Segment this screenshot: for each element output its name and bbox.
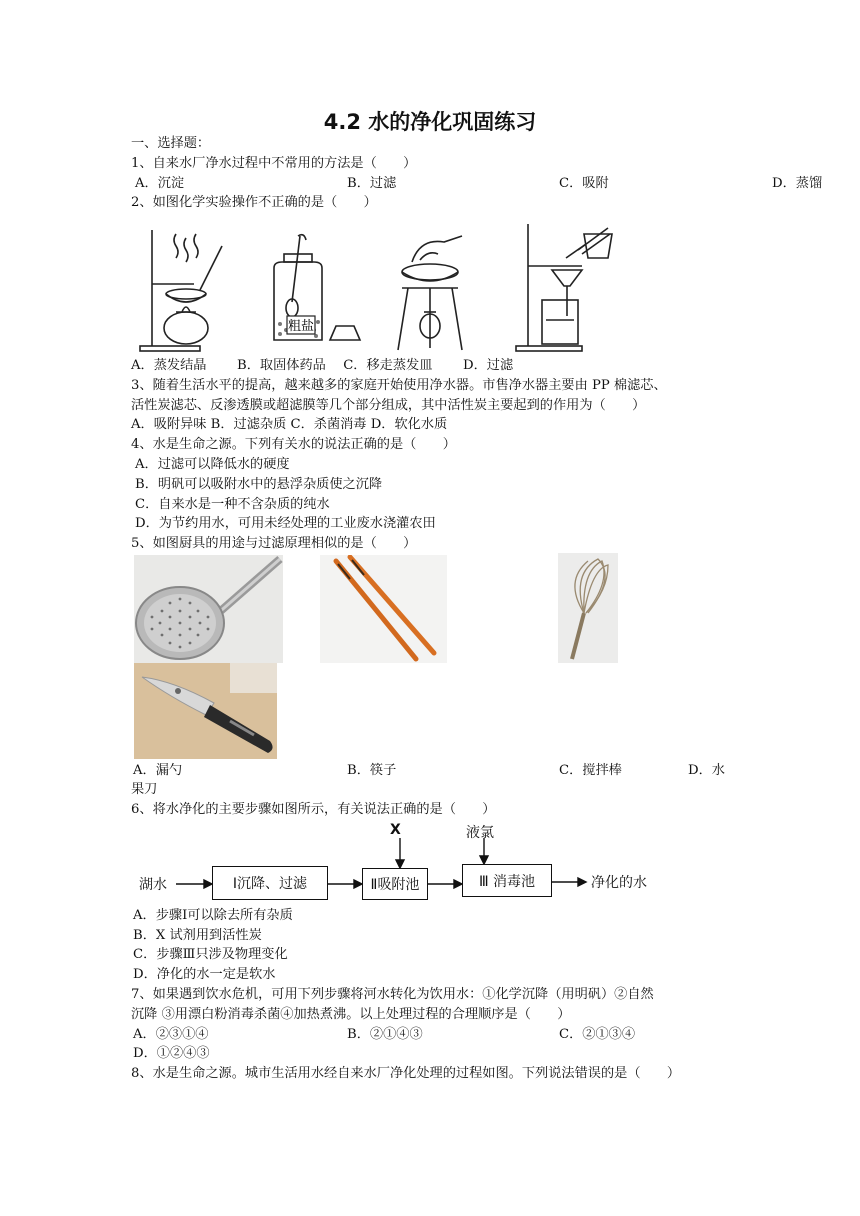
evaporation-apparatus-figure xyxy=(136,228,228,354)
q6-option-a: A．步骤Ⅰ可以除去所有杂质 xyxy=(133,908,293,923)
question-7-line-2: 沉降 ③用漂白粉消毒杀菌④加热煮沸。以上处理过程的合理顺序是（ ） xyxy=(131,1007,571,1022)
question-4-stem: 4、水是生命之源。下列有关水的说法正确的是（ ） xyxy=(131,437,456,452)
flow-step-1: Ⅰ沉降、过滤 xyxy=(212,866,328,900)
remove-dish-figure xyxy=(390,232,470,354)
q4-option-a: A．过滤可以降低水的硬度 xyxy=(135,457,290,472)
q2-options: A．蒸发结晶 B．取固体药品 C．移走蒸发皿 D．过滤 xyxy=(131,358,514,373)
question-3-line-2: 活性炭滤芯、反渗透膜或超滤膜等几个部分组成，其中活性炭主要起到的作用为（ ） xyxy=(131,398,646,413)
flow-step-2: Ⅱ吸附池 xyxy=(362,868,428,900)
salt-label: 粗盐 xyxy=(287,319,315,334)
filtration-figure xyxy=(512,220,616,354)
flow-input-chlorine: 液氯 xyxy=(466,825,494,841)
q6-option-c: C．步骤Ⅲ只涉及物理变化 xyxy=(133,947,288,962)
q6-option-b: B．X 试剂用到活性炭 xyxy=(133,928,262,943)
question-8-stem: 8、水是生命之源。城市生活用水经自来水厂净化处理的过程如图。下列说法错误的是（ ） xyxy=(131,1066,681,1081)
q7-option-c: C．②①③④ xyxy=(559,1027,636,1042)
q5-option-d: D．水 xyxy=(688,763,725,778)
q1-option-a: A．沉淀 xyxy=(135,176,185,191)
q7-option-a: A．②③①④ xyxy=(133,1027,209,1042)
flow-input-x: X xyxy=(390,822,401,838)
whisk-photo xyxy=(558,553,618,663)
q6-option-d: D．净化的水一定是软水 xyxy=(133,967,276,982)
solid-reagent-figure xyxy=(258,232,368,348)
page-title: 4.2 水的净化巩固练习 xyxy=(323,110,537,134)
section-heading: 一、选择题： xyxy=(131,136,211,151)
q4-option-c: C．自来水是一种不含杂质的纯水 xyxy=(135,497,330,512)
q4-option-b: B．明矾可以吸附水中的悬浮杂质使之沉降 xyxy=(135,477,383,492)
question-5-stem: 5、如图厨具的用途与过滤原理相似的是（ ） xyxy=(131,536,417,551)
q1-option-d: D．蒸馏 xyxy=(772,176,823,191)
q5-option-c: C．搅拌棒 xyxy=(559,763,622,778)
chopsticks-photo xyxy=(320,555,447,663)
flow-step-3: Ⅲ 消毒池 xyxy=(462,864,552,897)
q3-options: A．吸附异味 B．过滤杂质 C．杀菌消毒 D．软化水质 xyxy=(131,417,448,432)
q1-option-b: B．过滤 xyxy=(347,176,397,191)
q5-option-a: A．漏勺 xyxy=(133,763,183,778)
q5-option-b: B．筷子 xyxy=(347,763,397,778)
question-3-line-1: 3、随着生活水平的提高，越来越多的家庭开始使用净水器。市售净水器主要由 PP 棉滤芯、 xyxy=(131,378,667,393)
flow-start: 湖水 xyxy=(139,877,167,893)
question-7-line-1: 7、如果遇到饮水危机，可用下列步骤将河水转化为饮用水：①化学沉降（用明矾）②自然 xyxy=(131,987,654,1002)
q7-option-b: B．②①④③ xyxy=(347,1027,423,1042)
q7-option-d: D．①②④③ xyxy=(133,1046,210,1061)
q5-option-d-wrap: 果刀 xyxy=(131,782,158,797)
question-6-stem: 6、将水净化的主要步骤如图所示，有关说法正确的是（ ） xyxy=(131,802,496,817)
question-1-stem: 1、自来水厂净水过程中不常用的方法是（ ） xyxy=(131,156,417,171)
fruit-knife-photo xyxy=(134,663,277,759)
q1-option-c: C．吸附 xyxy=(559,176,609,191)
flow-end: 净化的水 xyxy=(591,875,647,891)
q4-option-d: D．为节约用水，可用未经处理的工业废水浇灌农田 xyxy=(135,516,436,531)
question-2-stem: 2、如图化学实验操作不正确的是（ ） xyxy=(131,195,377,210)
slotted-spoon-photo xyxy=(134,555,283,663)
